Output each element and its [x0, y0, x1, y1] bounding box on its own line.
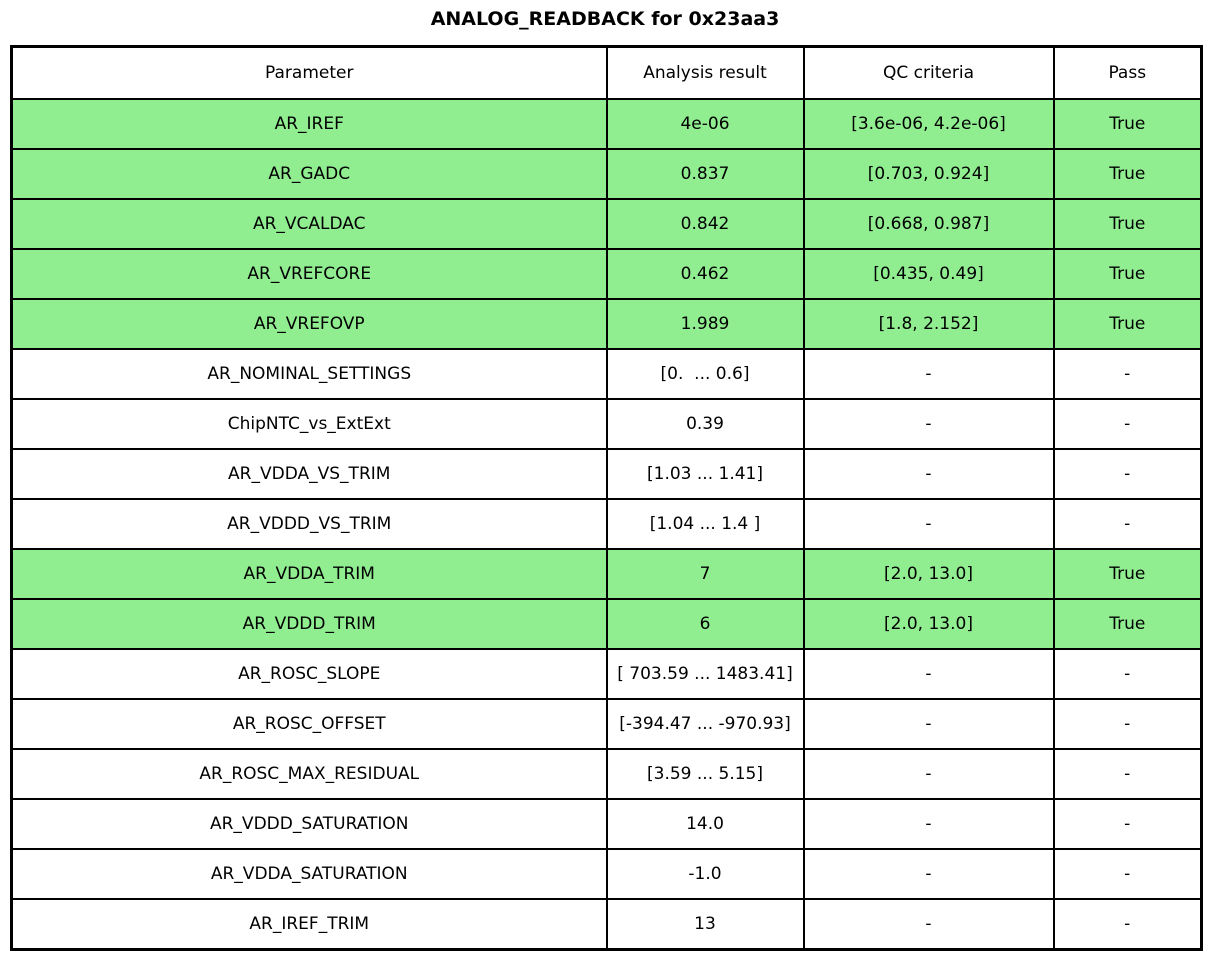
- cell-criteria: [804, 299, 1054, 349]
- cell-result-text: 0.837: [680, 164, 730, 184]
- cell-pass: [1054, 249, 1202, 299]
- cell-parameter-text: AR_ROSC_SLOPE: [238, 664, 381, 684]
- cell-parameter-text: AR_NOMINAL_SETTINGS: [207, 364, 412, 384]
- cell-pass: [1054, 699, 1202, 749]
- cell-parameter: [12, 849, 607, 899]
- cell-result: [607, 749, 804, 799]
- cell-parameter-text: AR_IREF_TRIM: [249, 914, 370, 934]
- cell-criteria: [804, 549, 1054, 599]
- header-parameter: Parameter: [12, 47, 607, 100]
- cell-parameter: [12, 349, 607, 399]
- cell-pass-text: True: [1109, 164, 1146, 184]
- cell-pass-text: True: [1109, 564, 1146, 584]
- cell-criteria-text: [0.435, 0.49]: [873, 264, 984, 284]
- table-row: [12, 849, 1202, 899]
- cell-pass-text: -: [1124, 814, 1131, 834]
- cell-criteria: [804, 249, 1054, 299]
- cell-pass-text: True: [1109, 214, 1146, 234]
- cell-result: [607, 149, 804, 199]
- cell-pass-text: True: [1109, 314, 1146, 334]
- cell-criteria: [804, 199, 1054, 249]
- table-row: [12, 149, 1202, 199]
- cell-criteria-text: -: [925, 914, 932, 934]
- cell-criteria: [804, 649, 1054, 699]
- cell-criteria-text: [0.703, 0.924]: [867, 164, 990, 184]
- cell-parameter: [12, 149, 607, 199]
- cell-result: [607, 449, 804, 499]
- cell-parameter-text: AR_VDDA_VS_TRIM: [228, 464, 391, 484]
- cell-pass: [1054, 799, 1202, 849]
- cell-pass: [1054, 549, 1202, 599]
- cell-parameter: [12, 449, 607, 499]
- cell-criteria: [804, 899, 1054, 950]
- cell-pass: [1054, 899, 1202, 950]
- cell-criteria-text: [2.0, 13.0]: [884, 564, 973, 584]
- cell-parameter-text: AR_VDDD_SATURATION: [209, 814, 409, 834]
- cell-criteria: [804, 499, 1054, 549]
- cell-pass: [1054, 449, 1202, 499]
- cell-parameter-text: AR_ROSC_MAX_RESIDUAL: [199, 764, 420, 784]
- cell-criteria: [804, 749, 1054, 799]
- cell-criteria: [804, 399, 1054, 449]
- header-pass: Pass: [1054, 47, 1202, 100]
- cell-parameter: [12, 549, 607, 599]
- cell-result-text: 4e-06: [680, 114, 730, 134]
- cell-result: [607, 699, 804, 749]
- cell-result-text: -1.0: [688, 864, 722, 884]
- cell-criteria-text: -: [925, 364, 932, 384]
- page-title: ANALOG_READBACK for 0x23aa3: [430, 8, 780, 30]
- cell-pass-text: -: [1124, 864, 1131, 884]
- table-row: [12, 299, 1202, 349]
- cell-result-text: 7: [699, 564, 711, 584]
- cell-parameter-text: AR_VCALDAC: [252, 214, 366, 234]
- table-row: [12, 599, 1202, 649]
- readback-table: [10, 45, 1203, 951]
- cell-pass: [1054, 649, 1202, 699]
- table-row: [12, 649, 1202, 699]
- cell-criteria: [804, 449, 1054, 499]
- cell-pass-text: True: [1109, 614, 1146, 634]
- cell-result-text: [1.03 ... 1.41]: [647, 464, 763, 484]
- cell-parameter-text: AR_GADC: [268, 164, 351, 184]
- cell-criteria-text: -: [925, 464, 932, 484]
- cell-criteria-text: -: [925, 714, 932, 734]
- cell-parameter-text: AR_VDDA_SATURATION: [210, 864, 408, 884]
- cell-result: [607, 99, 804, 149]
- cell-parameter-text: AR_VDDD_TRIM: [242, 614, 376, 634]
- cell-parameter: [12, 499, 607, 549]
- cell-result: [607, 299, 804, 349]
- cell-result-text: 14.0: [686, 814, 724, 834]
- cell-pass-text: -: [1124, 764, 1131, 784]
- cell-result-text: [3.59 ... 5.15]: [647, 764, 763, 784]
- table-body: [12, 99, 1202, 950]
- cell-pass: [1054, 349, 1202, 399]
- table-row: [12, 899, 1202, 950]
- cell-criteria: [804, 599, 1054, 649]
- cell-pass: [1054, 849, 1202, 899]
- cell-criteria-text: -: [925, 514, 932, 534]
- cell-pass-text: True: [1109, 264, 1146, 284]
- cell-pass-text: -: [1124, 514, 1131, 534]
- cell-pass-text: -: [1124, 464, 1131, 484]
- cell-pass-text: True: [1109, 114, 1146, 134]
- cell-result: [607, 249, 804, 299]
- cell-criteria: [804, 149, 1054, 199]
- cell-result: [607, 549, 804, 599]
- cell-criteria: [804, 99, 1054, 149]
- cell-pass: [1054, 199, 1202, 249]
- cell-result-text: 13: [694, 914, 716, 934]
- cell-criteria-text: -: [925, 414, 932, 434]
- cell-result: [607, 899, 804, 950]
- cell-parameter: [12, 799, 607, 849]
- cell-parameter: [12, 749, 607, 799]
- cell-pass-text: -: [1124, 914, 1131, 934]
- cell-parameter: [12, 649, 607, 699]
- cell-criteria-text: [0.668, 0.987]: [867, 214, 990, 234]
- table-row: [12, 549, 1202, 599]
- cell-result: [607, 499, 804, 549]
- cell-parameter: [12, 699, 607, 749]
- cell-parameter-text: AR_VDDD_VS_TRIM: [227, 514, 392, 534]
- cell-result-text: 1.989: [680, 314, 730, 334]
- cell-parameter-text: AR_IREF: [274, 114, 344, 134]
- cell-pass-text: -: [1124, 714, 1131, 734]
- cell-parameter: [12, 599, 607, 649]
- cell-pass-text: -: [1124, 664, 1131, 684]
- cell-result-text: 0.39: [686, 414, 724, 434]
- cell-pass: [1054, 149, 1202, 199]
- header-qc-criteria: QC criteria: [804, 47, 1054, 100]
- cell-pass: [1054, 299, 1202, 349]
- cell-result-text: 0.462: [680, 264, 730, 284]
- cell-parameter: [12, 99, 607, 149]
- cell-criteria: [804, 349, 1054, 399]
- cell-criteria-text: [3.6e-06, 4.2e-06]: [851, 114, 1006, 134]
- cell-criteria-text: [2.0, 13.0]: [884, 614, 973, 634]
- table-row: [12, 449, 1202, 499]
- cell-parameter: [12, 899, 607, 950]
- cell-criteria-text: -: [925, 764, 932, 784]
- cell-result: [607, 849, 804, 899]
- cell-parameter-text: ChipNTC_vs_ExtExt: [227, 414, 391, 434]
- table-row: [12, 699, 1202, 749]
- cell-criteria-text: -: [925, 864, 932, 884]
- header-analysis-result: Analysis result: [607, 47, 804, 100]
- cell-pass: [1054, 99, 1202, 149]
- cell-result: [607, 649, 804, 699]
- cell-parameter: [12, 199, 607, 249]
- cell-pass: [1054, 599, 1202, 649]
- cell-result-text: [1.04 ... 1.4 ]: [649, 514, 761, 534]
- cell-parameter: [12, 249, 607, 299]
- cell-criteria-text: -: [925, 814, 932, 834]
- cell-result: [607, 399, 804, 449]
- table-row: [12, 749, 1202, 799]
- cell-criteria-text: -: [925, 664, 932, 684]
- cell-pass: [1054, 749, 1202, 799]
- cell-parameter-text: AR_VDDA_TRIM: [243, 564, 375, 584]
- cell-criteria: [804, 799, 1054, 849]
- cell-parameter-text: AR_ROSC_OFFSET: [232, 714, 386, 734]
- cell-parameter: [12, 299, 607, 349]
- cell-parameter-text: AR_VREFOVP: [253, 314, 365, 334]
- table-row: [12, 499, 1202, 549]
- cell-result-text: 0.842: [680, 214, 730, 234]
- cell-criteria: [804, 699, 1054, 749]
- cell-result-text: [0. ... 0.6]: [660, 364, 750, 384]
- cell-result-text: [-394.47 ... -970.93]: [619, 714, 791, 734]
- cell-pass: [1054, 499, 1202, 549]
- cell-result-text: 6: [699, 614, 711, 634]
- cell-criteria-text: [1.8, 2.152]: [878, 314, 979, 334]
- cell-result-text: [ 703.59 ... 1483.41]: [617, 664, 793, 684]
- table-row: [12, 349, 1202, 399]
- table-header-row: [12, 47, 1202, 100]
- cell-criteria: [804, 849, 1054, 899]
- cell-result: [607, 349, 804, 399]
- cell-pass-text: -: [1124, 364, 1131, 384]
- cell-pass: [1054, 399, 1202, 449]
- table-row: [12, 99, 1202, 149]
- cell-result: [607, 799, 804, 849]
- table-row: [12, 399, 1202, 449]
- table-row: [12, 799, 1202, 849]
- table-row: [12, 249, 1202, 299]
- cell-parameter: [12, 399, 607, 449]
- cell-result: [607, 199, 804, 249]
- cell-result: [607, 599, 804, 649]
- table-row: [12, 199, 1202, 249]
- cell-parameter-text: AR_VREFCORE: [247, 264, 372, 284]
- cell-pass-text: -: [1124, 414, 1131, 434]
